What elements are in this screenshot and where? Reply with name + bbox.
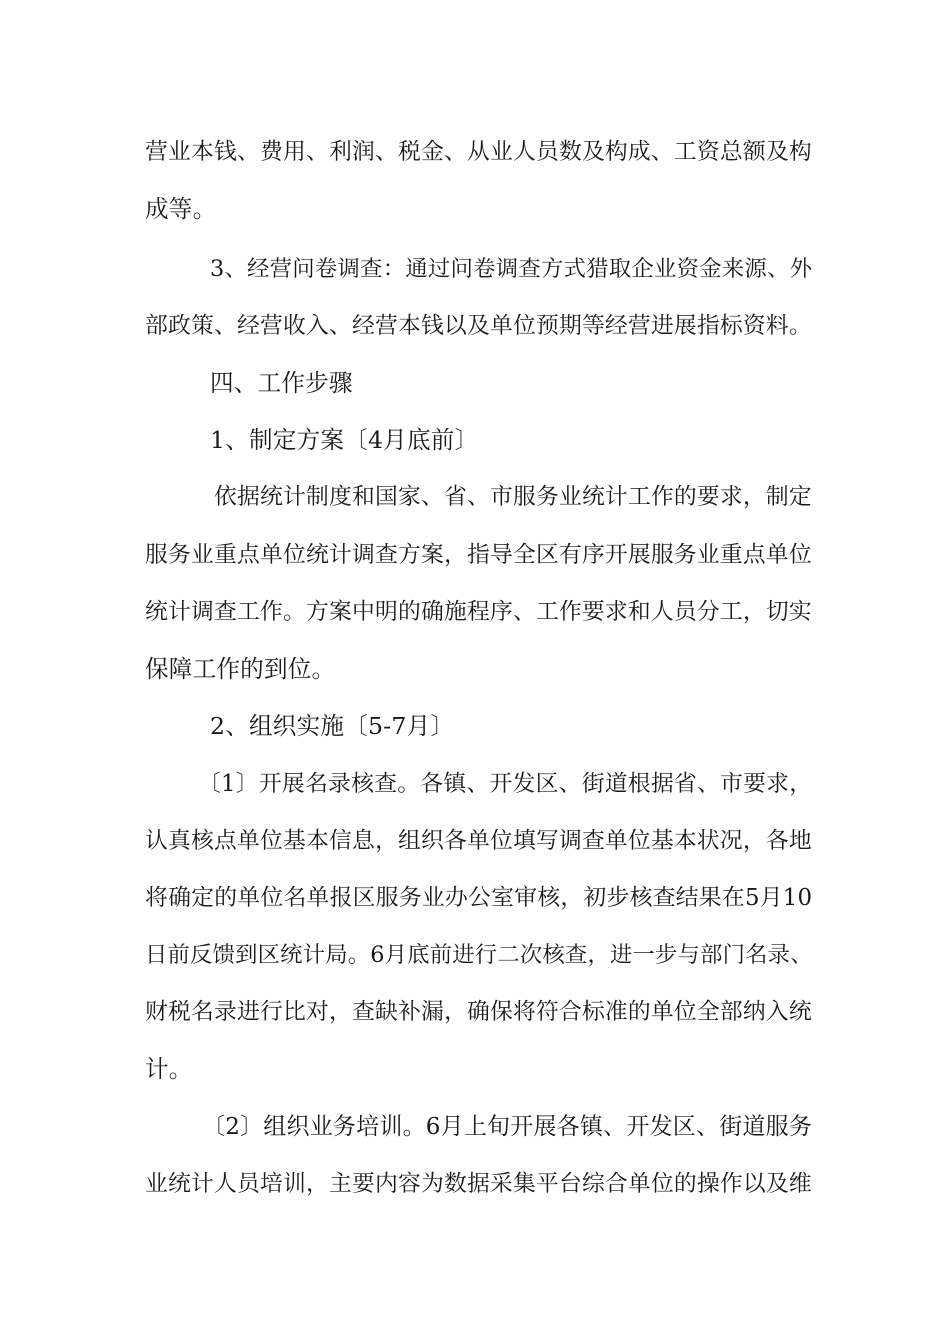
- paragraph-line: 统计调查工作。方案中明的确施程序、工作要求和人员分工，切实: [145, 599, 812, 625]
- paragraph-line: 认真核点单位基本信息，组织各单位填写调查单位基本状况，各地: [145, 828, 812, 854]
- paragraph-line: 部政策、经营收入、经营本钱以及单位预期等经营进展指标资料。: [145, 313, 812, 339]
- paragraph-line: 将确定的单位名单报区服务业办公室审核，初步核查结果在5月10: [145, 885, 813, 911]
- paragraph-line: 服务业重点单位统计调查方案，指导全区有序开展服务业重点单位: [145, 542, 812, 568]
- paragraph-line: 〔1〕开展名录核查。各镇、开发区、街道根据省、市要求，: [198, 771, 813, 797]
- paragraph-line: 日前反馈到区统计局。6月底前进行二次核查，进一步与部门名录、: [145, 942, 813, 968]
- paragraph-line: 成等。: [145, 195, 217, 223]
- section-heading: 四、工作步骤: [210, 369, 353, 397]
- paragraph-line: 〔2〕组织业务培训。6月上旬开展各镇、开发区、街道服务: [202, 1114, 813, 1140]
- paragraph-line: 营业本钱、费用、利润、税金、从业人员数及构成、工资总额及构: [145, 139, 812, 165]
- paragraph-line: 3、经营问卷调查：通过问卷调查方式猎取企业资金来源、外: [210, 256, 813, 282]
- paragraph-line: 计。: [145, 1055, 193, 1083]
- subsection-heading: 1、制定方案〔4月底前〕: [210, 426, 479, 454]
- paragraph-line: 保障工作的到位。: [145, 655, 336, 683]
- paragraph-line: 财税名录进行比对，查缺补漏，确保将符合标准的单位全部纳入统: [145, 999, 812, 1025]
- paragraph-line: 业统计人员培训，主要内容为数据采集平台综合单位的操作以及维: [145, 1171, 812, 1197]
- paragraph-line: 依据统计制度和国家、省、市服务业统计工作的要求，制定: [214, 484, 812, 510]
- subsection-heading: 2、组织实施〔5-7月〕: [210, 712, 455, 740]
